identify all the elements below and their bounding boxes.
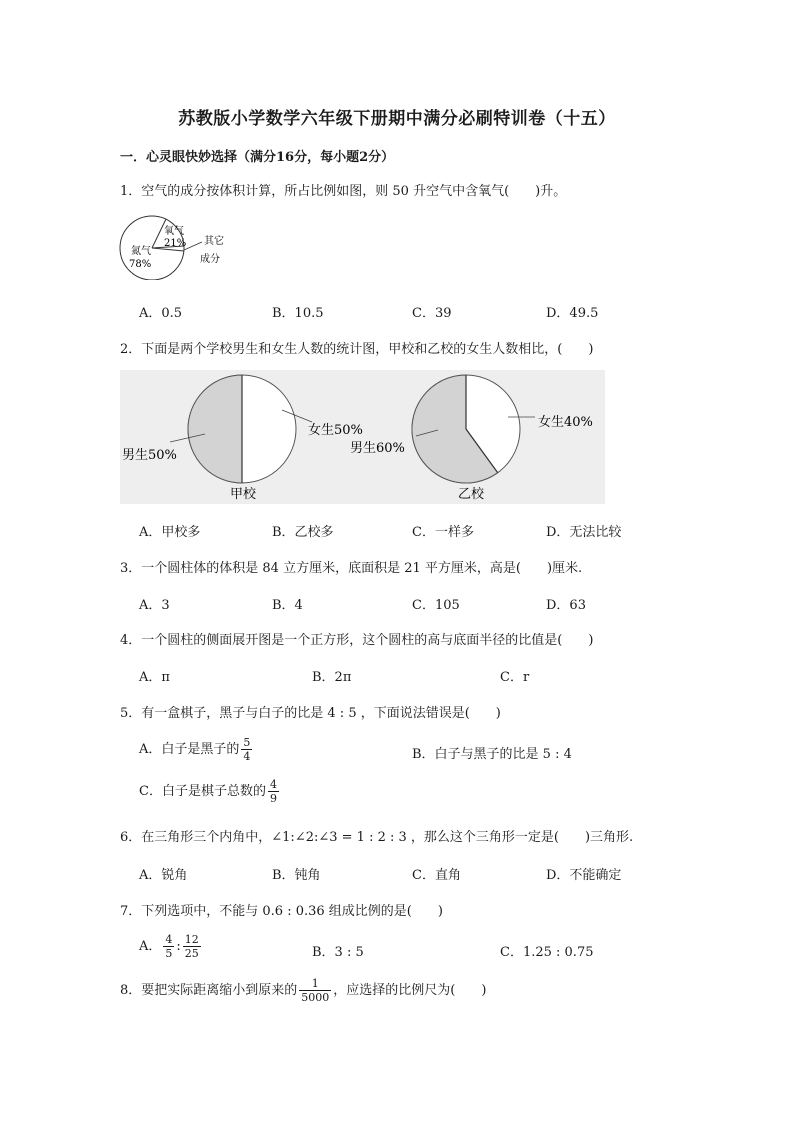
- q3-option-b[interactable]: B．4: [272, 598, 303, 613]
- question-8-stem: [120, 977, 486, 1004]
- question-4-stem: 4．一个圆柱的侧面展开图是一个正方形，这个圆柱的高与底面半径的比值是( ): [120, 633, 594, 648]
- q4-option-b[interactable]: B．2π: [312, 670, 352, 685]
- question-6-stem: 6．在三角形三个内角中，∠1:∠2:∠3 = 1 : 2 : 3 ，那么这个三角形一定是( )三角形.: [120, 830, 634, 845]
- pie-label-n2-pct: 78%: [129, 259, 152, 270]
- q2-option-d[interactable]: D．无法比较: [546, 525, 622, 540]
- question-7-stem: 7．下列选项中，不能与 0.6 : 0.36 组成比例的是( ): [120, 904, 443, 919]
- q1-option-d[interactable]: D．49.5: [546, 306, 599, 321]
- q6-option-a[interactable]: A．锐角: [139, 868, 188, 883]
- fraction-numerator: 4: [269, 778, 277, 791]
- q7-option-a[interactable]: [139, 933, 203, 960]
- air-composition-pie: [118, 210, 238, 280]
- q5-option-c-text: C．白子是棋子总数的: [139, 784, 266, 799]
- q5-option-a[interactable]: [139, 736, 254, 763]
- q7-option-a-fraction-1: [163, 933, 174, 960]
- page-title: 苏教版小学数学六年级下册期中满分必刷特训卷（十五）: [178, 109, 616, 129]
- pie-b-boys-label: 男生60%: [350, 441, 405, 456]
- question-1-stem: 1．空气的成分按体积计算，所占比例如图，则 50 升空气中含氧气( )升。: [120, 184, 567, 199]
- q6-option-d[interactable]: D．不能确定: [546, 868, 622, 883]
- pie-label-other-1: 其它: [204, 236, 224, 247]
- q7-option-a-letter: A．: [139, 939, 162, 954]
- q2-option-c[interactable]: C．一样多: [412, 525, 474, 540]
- question-5-stem: 5．有一盒棋子，黑子与白子的比是 4 : 5 ，下面说法错误是( ): [120, 706, 501, 721]
- q5-option-c-fraction: [268, 778, 279, 805]
- q4-option-c[interactable]: C．r: [500, 670, 530, 685]
- q1-option-a[interactable]: A．0.5: [139, 306, 183, 321]
- pie-label-o2-pct: 21%: [164, 238, 187, 249]
- fraction-denominator: 5000: [301, 991, 330, 1004]
- pie-leader-line: [184, 242, 202, 250]
- q5-option-c[interactable]: [139, 778, 281, 805]
- q3-option-c[interactable]: C．105: [412, 598, 460, 613]
- q7-option-a-fraction-2: [183, 933, 201, 960]
- fraction-denominator: 25: [184, 947, 199, 960]
- pie-a-boys-label: 男生50%: [122, 448, 177, 463]
- q1-option-b[interactable]: B．10.5: [272, 306, 324, 321]
- pie-label-other-2: 成分: [200, 254, 220, 265]
- q7-option-c[interactable]: C．1.25 : 0.75: [500, 945, 594, 960]
- pie-b-caption: 乙校: [458, 487, 485, 502]
- pie-a-caption: 甲校: [230, 487, 257, 502]
- fraction-denominator: 4: [243, 750, 251, 763]
- ratio-colon: :: [176, 939, 181, 954]
- pie-b-girls-label: 女生40%: [538, 415, 593, 430]
- q3-option-d[interactable]: D．63: [546, 598, 586, 613]
- fraction-numerator: 4: [165, 933, 173, 946]
- question-3-stem: 3．一个圆柱体的体积是 84 立方厘米，底面积是 21 平方厘米，高是( )厘米.: [120, 561, 583, 576]
- q5-option-a-fraction: [241, 736, 252, 763]
- fraction-denominator: 5: [165, 947, 173, 960]
- q6-option-b[interactable]: B．钝角: [272, 868, 321, 883]
- pie-a-boys-slice: [188, 375, 242, 483]
- section-heading: 一．心灵眼快妙选择（满分16分，每小题2分）: [120, 150, 395, 165]
- q5-option-a-text: A．白子是黑子的: [139, 742, 240, 757]
- q8-fraction: [299, 977, 331, 1004]
- q2-option-b[interactable]: B．乙校多: [272, 525, 334, 540]
- q7-option-b[interactable]: B．3 : 5: [312, 945, 364, 960]
- q2-option-a[interactable]: A．甲校多: [139, 525, 201, 540]
- fraction-numerator: 12: [184, 933, 199, 946]
- pie-label-n2-name: 氮气: [131, 246, 151, 257]
- question-2-stem: 2．下面是两个学校男生和女生人数的统计图，甲校和乙校的女生人数相比，( ): [120, 342, 594, 357]
- q8-stem-pre: 8．要把实际距离缩小到原来的: [120, 983, 298, 998]
- q3-option-a[interactable]: A．3: [139, 598, 170, 613]
- q1-option-c[interactable]: C．39: [412, 306, 452, 321]
- school-gender-pies: [120, 370, 605, 504]
- fraction-denominator: 9: [269, 792, 277, 805]
- q6-option-c[interactable]: C．直角: [412, 868, 461, 883]
- fraction-numerator: 5: [243, 736, 251, 749]
- pie-a-girls-label: 女生50%: [308, 423, 363, 438]
- pie-label-o2-name: 氧气: [164, 226, 184, 237]
- q8-stem-post: ，应选择的比例尺为( ): [333, 983, 487, 998]
- q5-option-b[interactable]: B．白子与黑子的比是 5 : 4: [412, 747, 572, 762]
- q4-option-a[interactable]: A．π: [139, 670, 170, 685]
- fraction-numerator: 1: [299, 977, 331, 991]
